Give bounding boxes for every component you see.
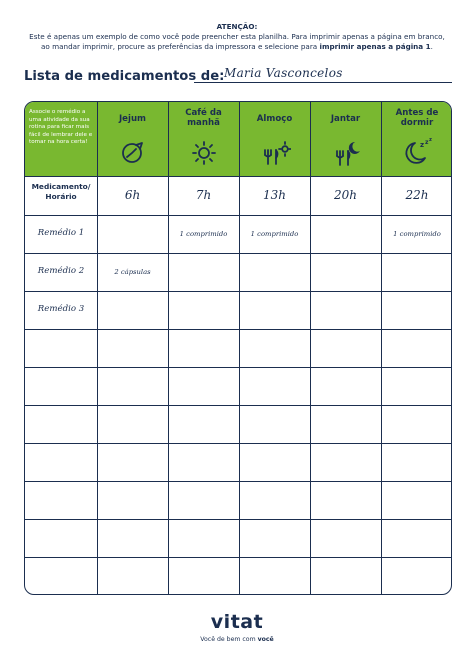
notice-title: ATENÇÃO: [216,22,258,31]
row-divider [25,253,451,254]
hour-cafe-da-manha[interactable]: 7h [195,188,212,202]
notice-line-1: Este é apenas um exemplo de como você pode preencher esta planilha. Para imprimir apenas a página em branco, [29,32,445,41]
row-divider [25,557,451,558]
medication-row-label[interactable]: Remédio 3 [37,304,85,314]
notice-line-2-suffix: . [430,42,433,51]
hour-antes-de-dormir[interactable]: 22h [405,188,429,202]
medication-row-label[interactable]: Remédio 1 [37,228,85,238]
notice-line-2 [0,42,474,52]
row-divider [25,443,451,444]
row-divider [25,215,451,216]
medication-schedule-table [24,101,452,595]
column-title-almoco: Almoço [256,114,293,124]
brand-tagline [0,636,474,643]
column-title-cafe-da-manha: Café da manhã [185,108,222,128]
row-divider [25,405,451,406]
tagline-prefix: Você de bem com [200,636,258,643]
attention-notice [0,22,474,52]
svg-text:z: z [429,138,432,143]
hour-jantar[interactable]: 20h [334,188,357,202]
notice-line-2-bold: imprimir apenas a página 1 [319,42,431,51]
svg-text:z: z [420,141,425,149]
medication-row-label[interactable]: Remédio 2 [37,266,85,276]
row-divider [25,291,451,292]
tagline-bold: você [257,636,274,643]
sun-icon [191,140,217,166]
dose-cell[interactable]: 1 comprimido [179,230,228,238]
clock-arrow-icon [121,140,145,164]
dose-cell[interactable]: 2 cápsulas [114,268,151,276]
row-divider [25,176,451,177]
row-divider [25,329,451,330]
list-label: Lista de medicamentos de: [24,69,225,84]
column-title-antes-de-dormir: Antes de dormir [395,108,439,128]
row-header-medicamento-horario: Medicamento/ Horário [31,182,91,201]
column-title-jejum: Jejum [118,114,147,124]
header-tip-text: Associe o remédio a uma atividade da sua rotina para ficar mais fácil de lembrar dele e tomar na hora certa! [29,109,93,146]
row-divider [25,481,451,482]
svg-text:z: z [425,139,429,146]
hour-jejum[interactable]: 6h [124,188,141,202]
vitat-logo: vitat [210,611,264,633]
notice-line-2-prefix: ao mandar imprimir, procure as preferências da impressora e selecione para [41,42,320,51]
hour-almoco[interactable]: 13h [263,188,286,202]
name-underline [194,82,452,83]
column-title-jantar: Jantar [330,114,361,124]
patient-name-field[interactable]: Maria Vasconcelos [224,66,343,80]
cutlery-sun-icon [261,140,291,166]
row-divider [25,367,451,368]
dose-cell[interactable]: 1 comprimido [250,230,299,238]
medication-list-owner [24,66,452,88]
row-divider [25,519,451,520]
dose-cell[interactable]: 1 comprimido [393,230,441,238]
moon-zzz-icon [403,138,433,166]
cutlery-moon-icon [333,139,361,167]
